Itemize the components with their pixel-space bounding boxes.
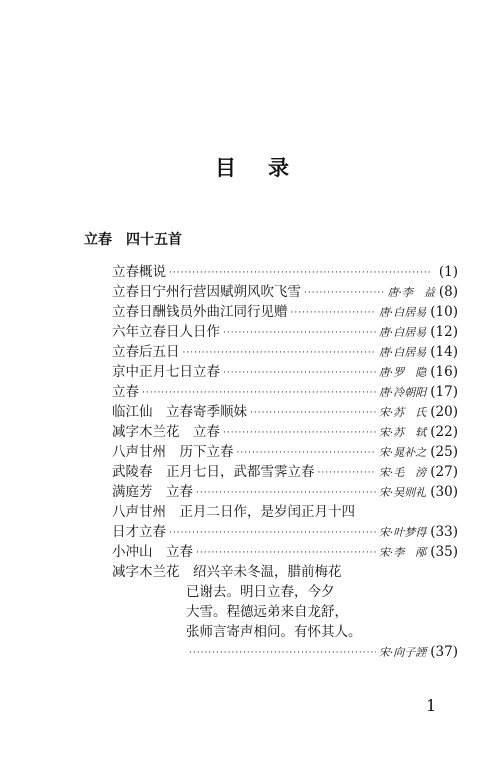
toc-entry-continued-line: 已谢去。明日立春，今夕: [186, 584, 335, 600]
toc-entry-author: 宋·李 邴: [378, 546, 427, 559]
toc-entry[interactable]: [112, 322, 458, 342]
dot-leader: [169, 523, 376, 543]
toc-entry-continued-line: 减字木兰花 绍兴辛未冬温，腊前梅花: [112, 564, 342, 580]
toc-entries: [112, 262, 458, 502]
dot-leader: [304, 283, 384, 303]
toc-entry-page: (27): [430, 464, 458, 480]
dot-leader: [291, 303, 376, 323]
toc-entry-author: 唐·罗 隐: [378, 366, 427, 379]
toc-entry-title: 立春日酬钱员外曲江同行见赠: [112, 304, 288, 320]
dot-leader: [237, 443, 376, 463]
toc-list: [112, 262, 458, 662]
page-title: 目录: [215, 156, 321, 180]
toc-entry[interactable]: [112, 482, 458, 502]
toc-entry-title: 减字木兰花 立春: [112, 424, 220, 440]
toc-entry-author: 唐·白居易: [378, 346, 427, 359]
toc-entry-page: (37): [430, 644, 458, 660]
toc-entry-title: 立春概说: [112, 264, 166, 280]
dot-leader: [183, 343, 376, 363]
toc-entry-title: 武陵春 正月七日，武都雪霁立春: [112, 464, 315, 480]
toc-entry-author: 唐·冷朝阳: [378, 386, 427, 399]
toc-entry-author: 宋·向子諲: [378, 646, 427, 659]
toc-entry[interactable]: [112, 402, 458, 422]
toc-entry[interactable]: [112, 262, 458, 282]
dot-leader: [223, 363, 376, 383]
dot-leader: [223, 423, 376, 443]
toc-entry-page: (33): [430, 524, 458, 540]
dot-leader: [189, 643, 376, 663]
dot-leader: [142, 383, 376, 403]
toc-entry[interactable]: [112, 462, 458, 482]
toc-entry-author: 宋·毛 滂: [378, 466, 427, 479]
dot-leader: [223, 323, 376, 343]
toc-entry-title: 临江仙 立春寄季顺妹: [112, 404, 247, 420]
dot-leader: [250, 403, 376, 423]
toc-entry-author: 宋·苏 轼: [378, 426, 427, 439]
page-number: 1: [426, 696, 437, 715]
toc-entry[interactable]: [112, 302, 458, 322]
toc-entry-author: 宋·吴则礼: [378, 486, 427, 499]
toc-entry-page: (20): [430, 404, 458, 420]
toc-entry-author: 唐·李 益: [387, 286, 435, 299]
toc-entry-page: (22): [430, 424, 458, 440]
dot-leader: [196, 483, 376, 503]
toc-entry-page: (8): [438, 284, 458, 300]
toc-entry-author: 唐·白居易: [378, 306, 427, 319]
toc-entry[interactable]: [112, 542, 458, 562]
toc-entry-page: (12): [430, 324, 458, 340]
toc-entry[interactable]: [112, 362, 458, 382]
toc-entry-title: 小冲山 立春: [112, 544, 193, 560]
toc-entry[interactable]: [112, 442, 458, 462]
toc-entry-page: (30): [430, 484, 458, 500]
toc-entry-author: 宋·叶梦得: [378, 526, 427, 539]
toc-entry-page: (10): [430, 304, 458, 320]
dot-leader: [196, 543, 376, 563]
toc-entry[interactable]: [112, 522, 458, 542]
toc-entry-title: 日才立春: [112, 524, 166, 540]
toc-entry-continued-line: 张师言寄声相问。有怀其人。: [186, 624, 362, 640]
toc-entry-title: 满庭芳 立春: [112, 484, 193, 500]
toc-entry-title: 京中正月七日立春: [112, 364, 220, 380]
toc-entry-title: 立春后五日: [112, 344, 180, 360]
toc-entry-author: 宋·苏 氏: [378, 406, 427, 419]
dot-leader: [318, 463, 376, 483]
section-heading: 立春 四十五首: [84, 232, 182, 248]
toc-entry[interactable]: [112, 422, 458, 442]
toc-entry-page: (1): [438, 264, 458, 280]
toc-entry-title: 立春日宁州行营因赋朔风吹飞雪: [112, 284, 301, 300]
toc-entry-page: (35): [430, 544, 458, 560]
toc-entry[interactable]: [112, 642, 458, 662]
toc-entry-page: (16): [430, 364, 458, 380]
toc-entry-author: 唐·白居易: [378, 326, 427, 339]
toc-entry-title: 立春: [112, 384, 139, 400]
toc-entry-title: 八声甘州 历下立春: [112, 444, 234, 460]
toc-entry-page: (14): [430, 344, 458, 360]
dot-leader: [169, 263, 432, 283]
toc-entry-continued-line: 大雪。程德远弟来自龙舒，: [186, 604, 348, 620]
toc-entry[interactable]: [112, 342, 458, 362]
toc-entry-author: 宋·晁补之: [378, 446, 427, 459]
toc-entry-page: (17): [430, 384, 458, 400]
toc-entry-continued-line: 八声甘州 正月二日作，是岁闰正月十四: [112, 504, 355, 520]
toc-entry-title: 六年立春日人日作: [112, 324, 220, 340]
toc-entry-page: (25): [430, 444, 458, 460]
toc-entry[interactable]: [112, 382, 458, 402]
toc-entry[interactable]: [112, 282, 458, 302]
